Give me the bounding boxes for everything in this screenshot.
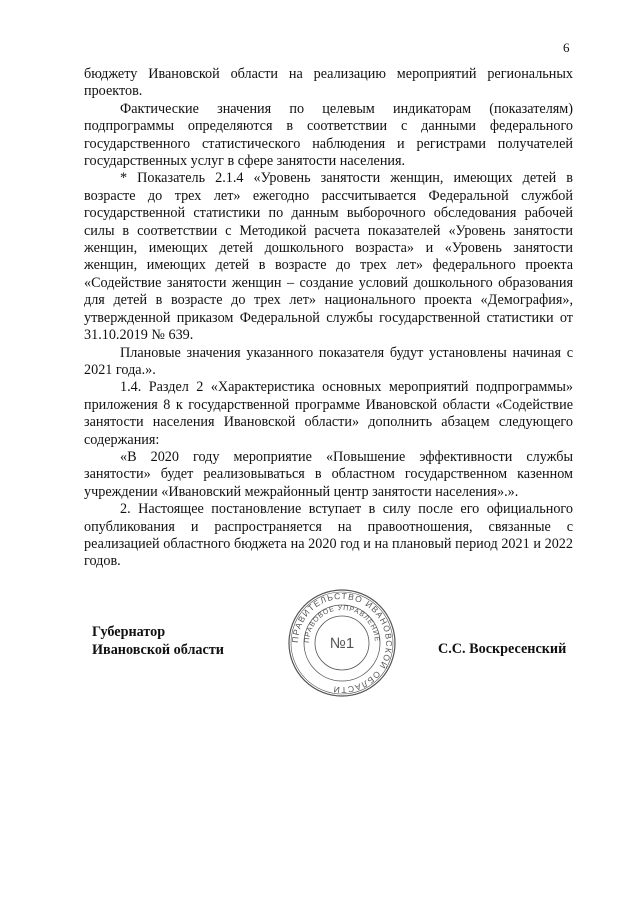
- signatory-title-line-1: Губернатор: [92, 624, 166, 640]
- paragraph-1: бюджету Ивановской области на реализацию мероприятий региональных проектов.: [84, 66, 573, 100]
- stamp-inner-text: ПРАВОВОЕ УПРАВЛЕНИЕ: [303, 604, 381, 644]
- page-number: 6: [563, 40, 570, 55]
- stamp-center-text: №1: [329, 635, 355, 652]
- signatory-title: [92, 623, 224, 659]
- stamp-outer-text: ПРАВИТЕЛЬСТВО ИВАНОВСКОЙ ОБЛАСТИ: [289, 590, 395, 696]
- signatory-name: С.С. Воскресенский: [438, 641, 567, 657]
- signatory-title-line-2: Ивановской области: [92, 642, 224, 658]
- stamp-seal: [287, 588, 397, 698]
- paragraph-3: * Показатель 2.1.4 «Уровень занятости женщин, имеющих детей в возрасте до трех лет» ежегодно рассчитывается Федеральной службой государственной статистики по данным выборочного обследования рабочей силы в соответствии с Методикой расчета показателей «Уровень занятости женщин, имеющих детей дошкольного возраста» и «Уровень занятости женщин, имеющих детей в возрасте до трех лет» федерального проекта «Содействие занятости женщин – создание условий дошкольного образования для детей в возрасте до трех лет» национального проекта «Демография», утвержденной приказом Федеральной службы государственной статистики от 31.10.2019 № 639.: [84, 170, 573, 344]
- paragraph-7: 2. Настоящее постановление вступает в силу после его официального опубликования и распространяется на правоотношения, связанные с реализацией областного бюджета на 2020 год и на плановый период 2021 и 2022 годов.: [84, 501, 573, 570]
- paragraph-2: Фактические значения по целевым индикаторам (показателям) подпрограммы определяются в соответствии с данными федерального государственного статистического наблюдения и регистрами получателей государственных услуг в сфере занятости населения.: [84, 100, 573, 170]
- paragraph-4: Плановые значения указанного показателя будут установлены начиная с 2021 года.».: [84, 344, 573, 378]
- document-body: [84, 66, 573, 571]
- paragraph-5: 1.4. Раздел 2 «Характеристика основных мероприятий подпрограммы» приложения 8 к государственной программе Ивановской области «Содействие занятости населения Ивановской области» дополнить абзацем следующего содержания:: [84, 379, 573, 448]
- official-stamp: [287, 588, 397, 698]
- paragraph-6: «В 2020 году мероприятие «Повышение эффективности службы занятости» будет реализовываться в областном государственном казенном учреждении «Ивановский межрайонный центр занятости населения».».: [84, 448, 573, 500]
